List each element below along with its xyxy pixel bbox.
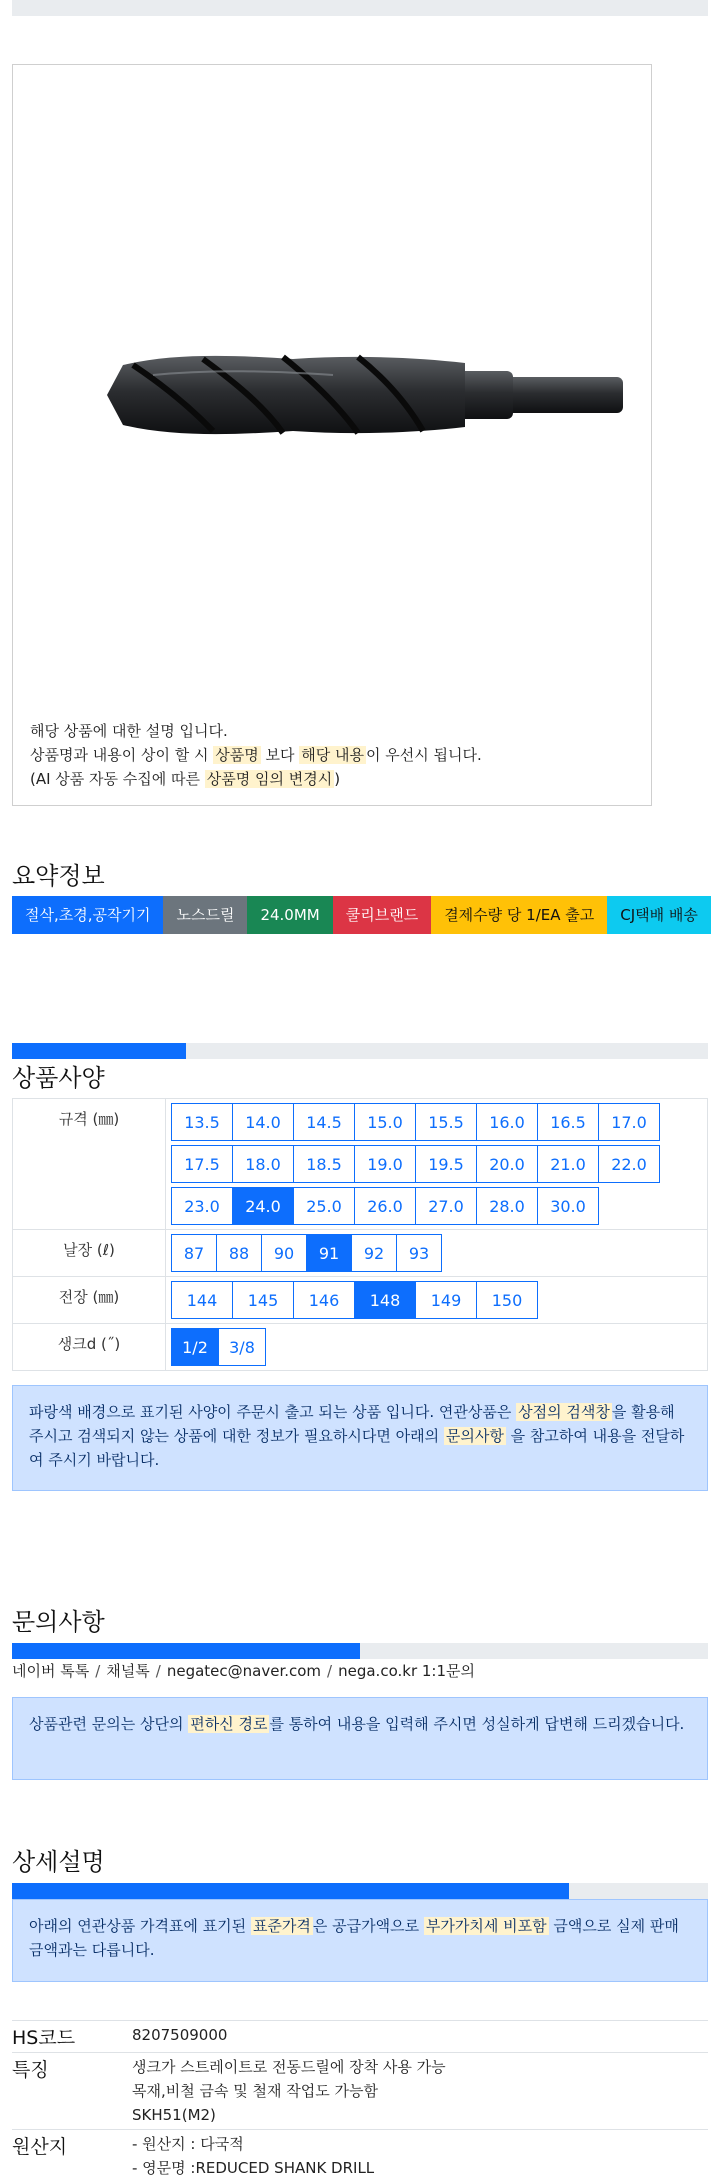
spec-option-row — [171, 1328, 707, 1366]
spec-option-row — [171, 1145, 707, 1183]
notice-text: 를 통하여 내용을 입력해 주시면 성실하게 답변해 드리겠습니다. — [269, 1715, 684, 1733]
notice-text: 금액으로 실제 판매금액과는 다릅니다. — [29, 1917, 679, 1959]
info-value — [132, 2053, 708, 2130]
spec-option-button[interactable]: 91 — [306, 1234, 352, 1272]
spec-label: 전장 (㎜) — [13, 1277, 166, 1324]
spec-options — [166, 1324, 708, 1371]
inquiry-channels — [12, 1660, 475, 1681]
notice-text: 을 참고하여 내용을 전달하여 주시기 바랍니다. — [29, 1427, 684, 1469]
inquiry-progress — [12, 1643, 708, 1659]
spec-option-button[interactable]: 87 — [171, 1234, 217, 1272]
spec-notice — [12, 1385, 708, 1491]
notice-text: (AI 상품 자동 수집에 따른 — [30, 770, 205, 788]
info-key: 원산지 — [12, 2130, 132, 2182]
detail-notice — [12, 1899, 708, 1982]
spec-row — [13, 1324, 708, 1371]
spec-table — [12, 1098, 708, 1371]
spec-row — [13, 1230, 708, 1277]
spec-label: 생크d (˝) — [13, 1324, 166, 1371]
summary-badge: 24.0MM — [247, 896, 332, 934]
summary-badge: CJ택배 배송 — [607, 896, 711, 934]
spec-option-row — [171, 1103, 707, 1141]
inquiry-progress-fill — [12, 1643, 360, 1659]
notice-text: 을 활용해 주시고 검색되지 않는 상품에 대한 정보가 필요하시다면 아래의 — [29, 1403, 675, 1445]
inquiry-channel-link[interactable]: 네이버 톡톡 — [12, 1662, 89, 1680]
notice-text: 이 우선시 됩니다. — [366, 746, 482, 764]
info-row — [12, 2130, 708, 2182]
summary-badge: 노스드릴 — [163, 896, 247, 934]
notice-text: 은 공급가액으로 — [313, 1917, 424, 1935]
spec-option-button[interactable]: 93 — [396, 1234, 442, 1272]
spec-option-button[interactable]: 17.0 — [598, 1103, 660, 1141]
highlight-inquiry: 문의사항 — [444, 1427, 506, 1445]
spec-option-button[interactable]: 19.5 — [415, 1145, 477, 1183]
spec-option-button[interactable]: 92 — [351, 1234, 397, 1272]
notice-text: 파랑색 배경으로 표기된 사양이 주문시 출고 되는 상품 입니다. 연관상품은 — [29, 1403, 516, 1421]
info-value-line: 목재,비철 금속 및 철재 작업도 가능함 — [132, 2079, 708, 2103]
info-value — [132, 2130, 708, 2182]
summary-badge: 절삭,초경,공작기기 — [12, 896, 163, 934]
highlight-content: 해당 내용 — [299, 746, 366, 764]
spec-option-button[interactable]: 3/8 — [218, 1328, 266, 1366]
notice-text: 상품명과 내용이 상이 할 시 — [30, 746, 213, 764]
spec-option-button[interactable]: 16.5 — [537, 1103, 599, 1141]
info-value-line: - 영문명 :REDUCED SHANK DRILL — [132, 2156, 708, 2180]
inquiry-channel-link[interactable]: nega.co.kr 1:1문의 — [338, 1662, 475, 1680]
spec-option-button[interactable]: 14.0 — [232, 1103, 294, 1141]
spec-option-button[interactable]: 90 — [261, 1234, 307, 1272]
info-value-line: 8207509000 — [132, 2023, 708, 2047]
spec-option-row — [171, 1234, 707, 1272]
notice-text: 아래의 연관상품 가격표에 표기된 — [29, 1917, 251, 1935]
spec-option-button[interactable]: 26.0 — [354, 1187, 416, 1225]
spec-option-button[interactable]: 148 — [354, 1281, 416, 1319]
spec-title: 상품사양 — [12, 1058, 105, 1093]
spec-label: 날장 (ℓ) — [13, 1230, 166, 1277]
spec-option-button[interactable]: 19.0 — [354, 1145, 416, 1183]
inquiry-channel-link[interactable]: negatec@naver.com — [167, 1662, 321, 1680]
spec-label: 규격 (㎜) — [13, 1099, 166, 1230]
inquiry-channel-link[interactable]: 채널톡 — [106, 1662, 149, 1680]
notice-text: 보다 — [261, 746, 300, 764]
spec-row — [13, 1277, 708, 1324]
product-image-frame — [12, 64, 652, 806]
highlight-route: 편하신 경로 — [188, 1715, 269, 1733]
spec-option-button[interactable]: 18.5 — [293, 1145, 355, 1183]
info-value-line: - 원산지 : 다국적 — [132, 2132, 708, 2156]
info-value-line: SKH51(M2) — [132, 2103, 708, 2127]
detail-progress-fill — [12, 1883, 569, 1899]
spec-option-button[interactable]: 25.0 — [293, 1187, 355, 1225]
detail-title: 상세설명 — [12, 1842, 105, 1877]
spec-option-button[interactable]: 144 — [171, 1281, 233, 1319]
spec-option-button[interactable]: 145 — [232, 1281, 294, 1319]
highlight-product-name: 상품명 — [213, 746, 260, 764]
spec-option-button[interactable]: 21.0 — [537, 1145, 599, 1183]
detail-progress — [12, 1883, 708, 1899]
spec-option-button[interactable]: 20.0 — [476, 1145, 538, 1183]
spec-progress — [12, 1043, 708, 1059]
inquiry-notice — [12, 1697, 708, 1780]
spec-option-button[interactable]: 149 — [415, 1281, 477, 1319]
notice-text: ) — [334, 770, 340, 788]
summary-badges — [12, 896, 712, 934]
spec-option-button[interactable]: 24.0 — [232, 1187, 294, 1225]
spec-option-button[interactable]: 22.0 — [598, 1145, 660, 1183]
notice-line-3 — [30, 767, 482, 791]
highlight-name-change: 상품명 임의 변경시 — [205, 770, 334, 788]
spec-option-button[interactable]: 17.5 — [171, 1145, 233, 1183]
spec-option-button[interactable]: 16.0 — [476, 1103, 538, 1141]
inquiry-title: 문의사항 — [12, 1602, 105, 1637]
spec-option-button[interactable]: 14.5 — [293, 1103, 355, 1141]
spec-option-button[interactable]: 13.5 — [171, 1103, 233, 1141]
spec-options — [166, 1277, 708, 1324]
notice-line-2 — [30, 743, 482, 767]
spec-option-row — [171, 1187, 707, 1225]
spec-progress-fill — [12, 1043, 186, 1059]
notice-line-1: 해당 상품에 대한 설명 입니다. — [30, 719, 482, 743]
product-image-notice — [30, 719, 482, 791]
info-value-line: 생크가 스트레이트로 전동드릴에 장착 사용 가능 — [132, 2055, 708, 2079]
notice-text: 상품관련 문의는 상단의 — [29, 1715, 188, 1733]
spec-option-button[interactable]: 150 — [476, 1281, 538, 1319]
spec-option-button[interactable]: 18.0 — [232, 1145, 294, 1183]
spec-option-button[interactable]: 88 — [216, 1234, 262, 1272]
detail-info-table — [12, 2020, 708, 2182]
spec-option-button[interactable]: 15.5 — [415, 1103, 477, 1141]
top-progress-bar — [12, 0, 708, 16]
spec-options — [166, 1099, 708, 1230]
spec-option-button[interactable]: 30.0 — [537, 1187, 599, 1225]
summary-badge: 쿨리브랜드 — [333, 896, 431, 934]
spec-option-button[interactable]: 28.0 — [476, 1187, 538, 1225]
separator: / — [95, 1662, 100, 1680]
summary-badge: 결제수량 당 1/EA 출고 — [431, 896, 607, 934]
separator: / — [156, 1662, 161, 1680]
info-value — [132, 2021, 708, 2053]
spec-option-button[interactable]: 146 — [293, 1281, 355, 1319]
info-key: 특징 — [12, 2053, 132, 2130]
spec-option-button[interactable]: 27.0 — [415, 1187, 477, 1225]
info-row — [12, 2021, 708, 2053]
spec-row — [13, 1099, 708, 1230]
spec-option-row — [171, 1281, 707, 1319]
highlight-standard-price: 표준가격 — [251, 1917, 313, 1935]
spec-options — [166, 1230, 708, 1277]
highlight-vat: 부가가치세 비포함 — [424, 1917, 549, 1935]
summary-title: 요약정보 — [12, 856, 105, 891]
drill-bit-image — [93, 335, 633, 455]
spec-option-button[interactable]: 1/2 — [171, 1328, 219, 1366]
separator: / — [327, 1662, 332, 1680]
highlight-search: 상점의 검색창 — [516, 1403, 612, 1421]
spec-option-button[interactable]: 23.0 — [171, 1187, 233, 1225]
info-key: HS코드 — [12, 2021, 132, 2053]
spec-option-button[interactable]: 15.0 — [354, 1103, 416, 1141]
info-row — [12, 2053, 708, 2130]
